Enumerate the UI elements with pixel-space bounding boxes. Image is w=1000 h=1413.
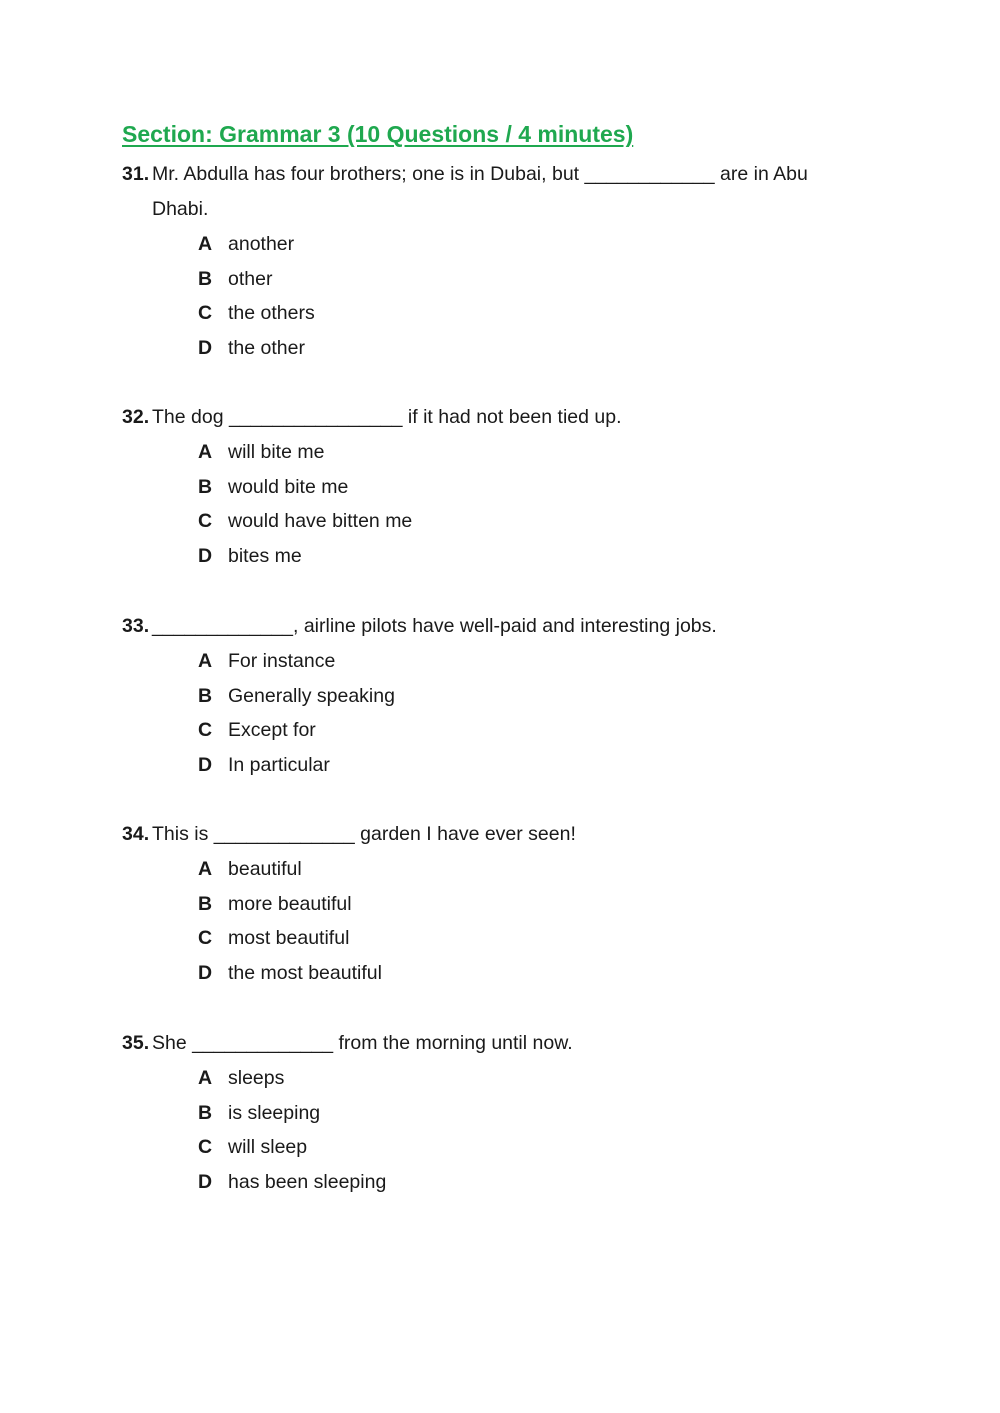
option-letter: C	[198, 302, 213, 325]
option-text: most beautiful	[228, 927, 350, 950]
option-c[interactable]	[198, 504, 862, 539]
option-text: bites me	[228, 545, 302, 568]
option-text: other	[228, 267, 273, 290]
option-text: In particular	[228, 754, 330, 777]
option-text: is sleeping	[228, 1101, 321, 1124]
option-letter: A	[198, 1067, 213, 1089]
question-33	[122, 609, 862, 783]
options-list	[198, 1061, 862, 1200]
option-a[interactable]	[198, 227, 862, 262]
question-number: 35.	[122, 1032, 150, 1054]
option-text: Generally speaking	[228, 684, 395, 707]
question-line	[122, 157, 862, 192]
option-letter: D	[198, 337, 213, 360]
option-letter: D	[198, 1171, 213, 1194]
option-d[interactable]	[198, 748, 862, 783]
option-letter: B	[198, 892, 213, 915]
option-b[interactable]	[198, 1096, 862, 1131]
option-letter: D	[198, 545, 213, 568]
question-number: 33.	[122, 615, 150, 637]
question-line	[122, 1026, 862, 1061]
option-text: has been sleeping	[228, 1171, 387, 1194]
question-text: The dog ________________ if it had not been tied up.	[152, 406, 622, 428]
option-text: For instance	[228, 650, 336, 672]
section-title: Section: Grammar 3 (10 Questions / 4 minutes)	[122, 121, 634, 147]
question-number: 31.	[122, 163, 150, 185]
question-line-continued	[122, 192, 862, 227]
option-letter: A	[198, 858, 213, 880]
option-a[interactable]	[198, 852, 862, 887]
option-a[interactable]	[198, 435, 862, 470]
option-b[interactable]	[198, 470, 862, 505]
option-text: beautiful	[228, 858, 302, 880]
option-text: would bite me	[228, 475, 349, 498]
option-text: sleeps	[228, 1067, 285, 1089]
option-c[interactable]	[198, 921, 862, 956]
option-a[interactable]	[198, 1061, 862, 1096]
question-number: 32.	[122, 406, 150, 428]
option-text: will bite me	[228, 441, 325, 463]
options-list	[198, 435, 862, 574]
option-text: the others	[228, 302, 315, 325]
option-d[interactable]	[198, 331, 862, 366]
option-b[interactable]	[198, 887, 862, 922]
options-list	[198, 227, 862, 366]
option-text: the most beautiful	[228, 962, 382, 985]
option-letter: B	[198, 267, 213, 290]
option-d[interactable]	[198, 956, 862, 991]
option-text: will sleep	[228, 1136, 308, 1159]
option-text: more beautiful	[228, 892, 352, 915]
option-text: the other	[228, 337, 305, 360]
question-31	[122, 157, 862, 366]
question-32	[122, 400, 862, 574]
question-line	[122, 400, 862, 435]
option-letter: D	[198, 754, 213, 777]
question-number: 34.	[122, 823, 150, 845]
option-letter: C	[198, 719, 213, 742]
question-text: This is _____________ garden I have ever seen!	[152, 823, 576, 845]
option-a[interactable]	[198, 644, 862, 679]
option-letter: A	[198, 233, 213, 255]
option-letter: C	[198, 1136, 213, 1159]
question-text: _____________, airline pilots have well-paid and interesting jobs.	[152, 615, 717, 637]
option-c[interactable]	[198, 713, 862, 748]
option-letter: B	[198, 684, 213, 707]
question-text: Mr. Abdulla has four brothers; one is in Dubai, but ____________ are in Abu	[152, 163, 808, 185]
option-letter: C	[198, 510, 213, 533]
option-b[interactable]	[198, 679, 862, 714]
question-35	[122, 1026, 862, 1200]
option-c[interactable]	[198, 1130, 862, 1165]
option-d[interactable]	[198, 1165, 862, 1200]
option-text: Except for	[228, 719, 316, 742]
option-b[interactable]	[198, 262, 862, 297]
option-c[interactable]	[198, 296, 862, 331]
question-text-continued: Dhabi.	[152, 198, 209, 220]
option-letter: D	[198, 962, 213, 985]
question-text: She _____________ from the morning until now.	[152, 1032, 573, 1054]
option-letter: A	[198, 441, 213, 463]
option-letter: C	[198, 927, 213, 950]
option-text: another	[228, 233, 295, 255]
options-list	[198, 644, 862, 783]
option-letter: B	[198, 475, 213, 498]
option-text: would have bitten me	[228, 510, 413, 533]
option-letter: B	[198, 1101, 213, 1124]
options-list	[198, 852, 862, 991]
question-line	[122, 609, 862, 644]
option-letter: A	[198, 650, 213, 672]
question-line	[122, 817, 862, 852]
option-d[interactable]	[198, 539, 862, 574]
question-34	[122, 817, 862, 991]
